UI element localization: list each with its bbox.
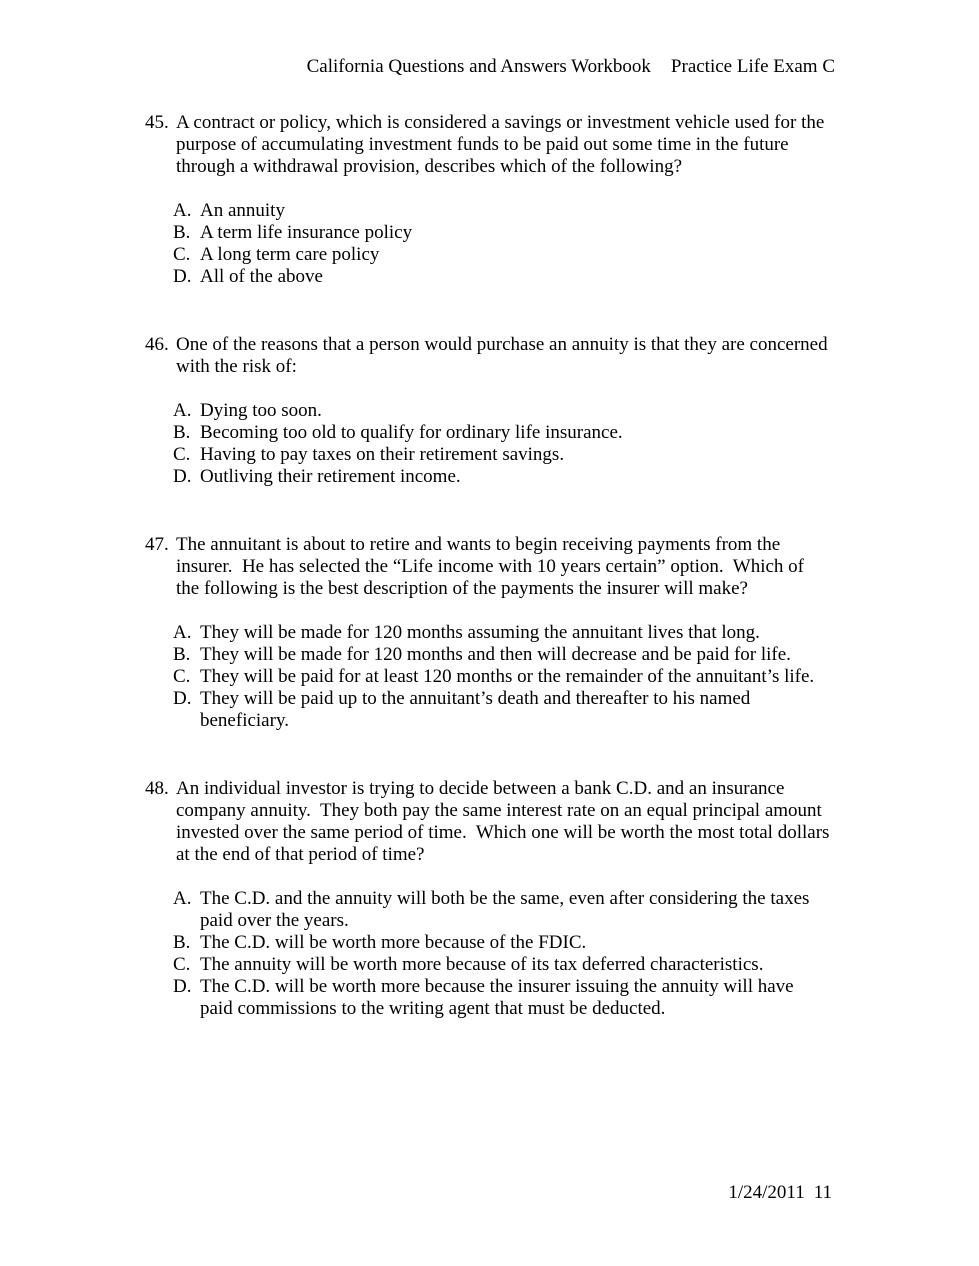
footer-date: 1/24/2011 xyxy=(728,1182,805,1203)
question-text-line: through a withdrawal provision, describes which of the following? xyxy=(176,156,683,177)
page-header xyxy=(307,56,835,78)
option-text: They will be paid up to the annuitant’s death and thereafter to his named xyxy=(200,688,751,709)
question-text-line: invested over the same period of time. Which one will be worth the most total dollars xyxy=(176,822,830,843)
question-number: 48. xyxy=(145,778,169,799)
question-45 xyxy=(145,112,939,288)
question-text-line: company annuity. They both pay the same interest rate on an equal principal amount xyxy=(176,800,822,821)
option-row xyxy=(173,688,939,732)
question-text-line: One of the reasons that a person would purchase an annuity is that they are concerned xyxy=(176,334,828,355)
option-text: All of the above xyxy=(200,266,323,287)
options-list xyxy=(173,622,939,732)
question-stem xyxy=(145,778,939,866)
option-text: A term life insurance policy xyxy=(200,222,413,243)
option-row xyxy=(173,666,939,688)
option-letter: C. xyxy=(173,244,191,265)
question-text-line: with the risk of: xyxy=(176,356,297,377)
question-text xyxy=(176,534,804,600)
question-48 xyxy=(145,778,939,1020)
footer-page-number: 11 xyxy=(813,1182,832,1203)
question-text-line: insurer. He has selected the “Life income with 10 years certain” option. Which of xyxy=(176,556,805,577)
options-list xyxy=(173,400,939,488)
option-text: The C.D. will be worth more because of the FDIC. xyxy=(200,932,587,953)
question-text-line: The annuitant is about to retire and wants to begin receiving payments from the xyxy=(176,534,781,555)
option-row xyxy=(173,466,939,488)
option-letter: D. xyxy=(173,266,192,287)
options-list xyxy=(173,888,939,1020)
option-row xyxy=(173,954,939,976)
option-row xyxy=(173,444,939,466)
question-text-line: A contract or policy, which is considered a savings or investment vehicle used for the xyxy=(176,112,825,133)
option-row xyxy=(173,644,939,666)
option-text: They will be made for 120 months and then will decrease and be paid for life. xyxy=(200,644,791,665)
option-letter: B. xyxy=(173,932,191,953)
option-row xyxy=(173,422,939,444)
question-stem xyxy=(145,534,939,600)
question-47 xyxy=(145,534,939,732)
question-number: 46. xyxy=(145,334,169,355)
option-letter: C. xyxy=(173,666,191,687)
question-text-line: at the end of that period of time? xyxy=(176,844,425,865)
option-row xyxy=(173,266,939,288)
option-row xyxy=(173,400,939,422)
option-text: Becoming too old to qualify for ordinary life insurance. xyxy=(200,422,623,443)
option-text: They will be made for 120 months assuming the annuitant lives that long. xyxy=(200,622,760,643)
question-number: 47. xyxy=(145,534,169,555)
option-text: The C.D. and the annuity will both be the same, even after considering the taxes xyxy=(200,888,810,909)
option-letter: D. xyxy=(173,976,192,997)
option-text: beneficiary. xyxy=(200,710,289,731)
option-row xyxy=(173,244,939,266)
option-text: An annuity xyxy=(200,200,285,221)
option-text: The annuity will be worth more because of its tax deferred characteristics. xyxy=(200,954,764,975)
option-row xyxy=(173,200,939,222)
option-letter: A. xyxy=(173,888,192,909)
option-text: The C.D. will be worth more because the insurer issuing the annuity will have xyxy=(200,976,794,997)
option-text: Dying too soon. xyxy=(200,400,322,421)
options-list xyxy=(173,200,939,288)
question-text-line: purpose of accumulating investment funds to be paid out some time in the future xyxy=(176,134,789,155)
option-text: paid commissions to the writing agent that must be deducted. xyxy=(200,998,666,1019)
option-letter: B. xyxy=(173,644,191,665)
option-letter: D. xyxy=(173,688,192,709)
option-letter: C. xyxy=(173,954,191,975)
option-row xyxy=(173,976,939,1020)
option-row xyxy=(173,622,939,644)
question-stem xyxy=(145,334,939,378)
option-letter: C. xyxy=(173,444,191,465)
question-text-line: An individual investor is trying to decide between a bank C.D. and an insurance xyxy=(176,778,785,799)
exam-title: Practice Life Exam C xyxy=(670,56,835,77)
option-text: paid over the years. xyxy=(200,910,349,931)
option-letter: A. xyxy=(173,400,192,421)
question-number: 45. xyxy=(145,112,169,133)
option-letter: A. xyxy=(173,200,192,221)
option-letter: B. xyxy=(173,222,191,243)
workbook-title: California Questions and Answers Workbook xyxy=(306,56,651,77)
question-text xyxy=(176,112,824,178)
question-text xyxy=(176,778,829,866)
option-letter: B. xyxy=(173,422,191,443)
option-row xyxy=(173,888,939,932)
question-stem xyxy=(145,112,939,178)
option-row xyxy=(173,222,939,244)
option-text: They will be paid for at least 120 months or the remainder of the annuitant’s life. xyxy=(200,666,815,687)
option-letter: D. xyxy=(173,466,192,487)
question-text-line: the following is the best description of the payments the insurer will make? xyxy=(176,578,748,599)
question-text xyxy=(176,334,828,378)
page-footer xyxy=(728,1182,832,1204)
option-letter: A. xyxy=(173,622,192,643)
option-row xyxy=(173,932,939,954)
option-text: A long term care policy xyxy=(200,244,380,265)
option-text: Having to pay taxes on their retirement savings. xyxy=(200,444,565,465)
question-46 xyxy=(145,334,939,488)
option-text: Outliving their retirement income. xyxy=(200,466,461,487)
questions-area xyxy=(145,112,939,1066)
